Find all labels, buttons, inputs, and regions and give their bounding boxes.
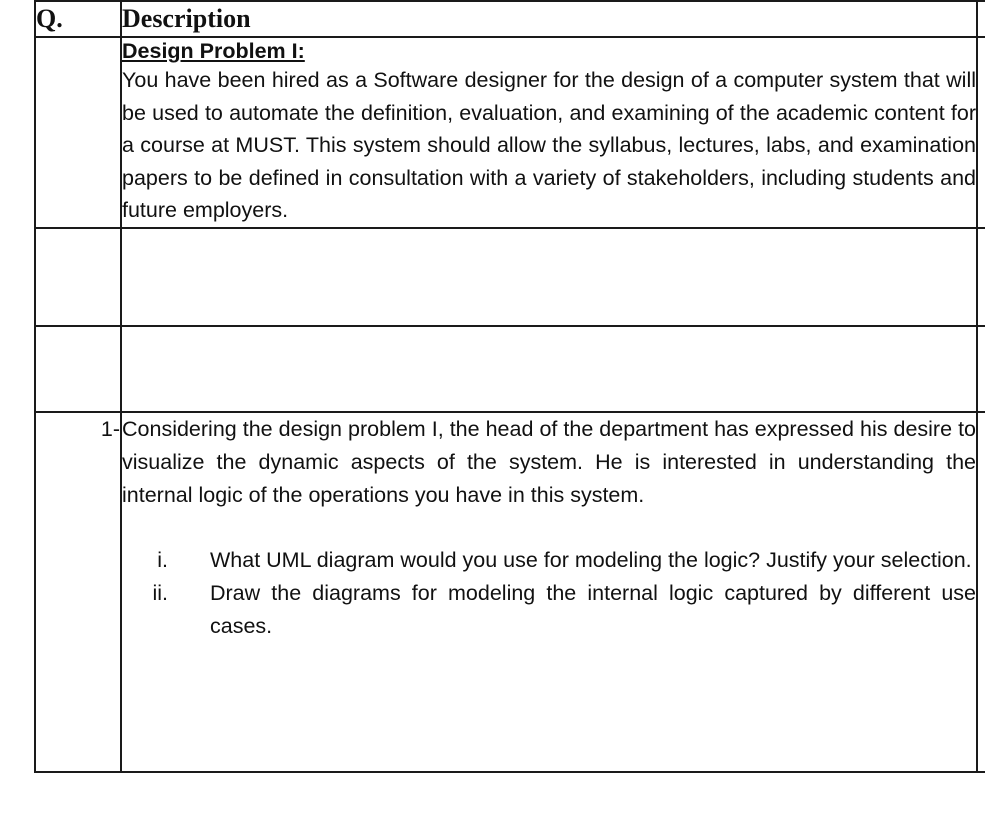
blank-q-cell <box>35 326 121 412</box>
sub-question-marker: ii. <box>152 580 168 605</box>
sub-question-item <box>122 544 976 577</box>
problem-q-cell <box>35 37 121 228</box>
blank-q-cell <box>35 228 121 326</box>
header-row <box>35 1 985 37</box>
question-text: Considering the design problem I, the head of the department has expressed his desire to visualize the dynamic aspects of the system. He is interested in understanding the internal logic of the operations you have in this system. <box>122 416 976 507</box>
problem-title: Design Problem I: <box>122 39 305 63</box>
sub-question-marker: i. <box>157 547 168 572</box>
blank-description-cell <box>121 326 977 412</box>
question-row <box>35 412 985 772</box>
problem-row <box>35 37 985 228</box>
q-column-header: Q. <box>35 1 121 37</box>
question-number: 1- <box>35 412 121 772</box>
extra-column-cell <box>977 1 985 37</box>
blank-row <box>35 326 985 412</box>
question-description-cell <box>121 412 977 772</box>
sub-question-text: What UML diagram would you use for modeling the logic? Justify your selection. <box>210 547 972 572</box>
extra-column-cell <box>977 412 985 772</box>
blank-row <box>35 228 985 326</box>
question-table <box>34 0 985 773</box>
problem-description-cell <box>121 37 977 228</box>
description-column-header: Description <box>121 1 977 37</box>
extra-column-cell <box>977 228 985 326</box>
sub-question-list <box>122 544 976 643</box>
sub-question-item <box>122 577 976 643</box>
extra-column-cell <box>977 326 985 412</box>
blank-description-cell <box>121 228 977 326</box>
problem-body: You have been hired as a Software designer for the design of a computer system that will be used to automate the definition, evaluation, and examining of the academic content for a course at MUST. This system should allow the syllabus, lectures, labs, and examination papers to be defined in consultation with a variety of stakeholders, including students and future employers. <box>122 68 976 222</box>
extra-column-cell <box>977 37 985 228</box>
sub-question-text: Draw the diagrams for modeling the internal logic captured by different use cases. <box>210 580 976 638</box>
